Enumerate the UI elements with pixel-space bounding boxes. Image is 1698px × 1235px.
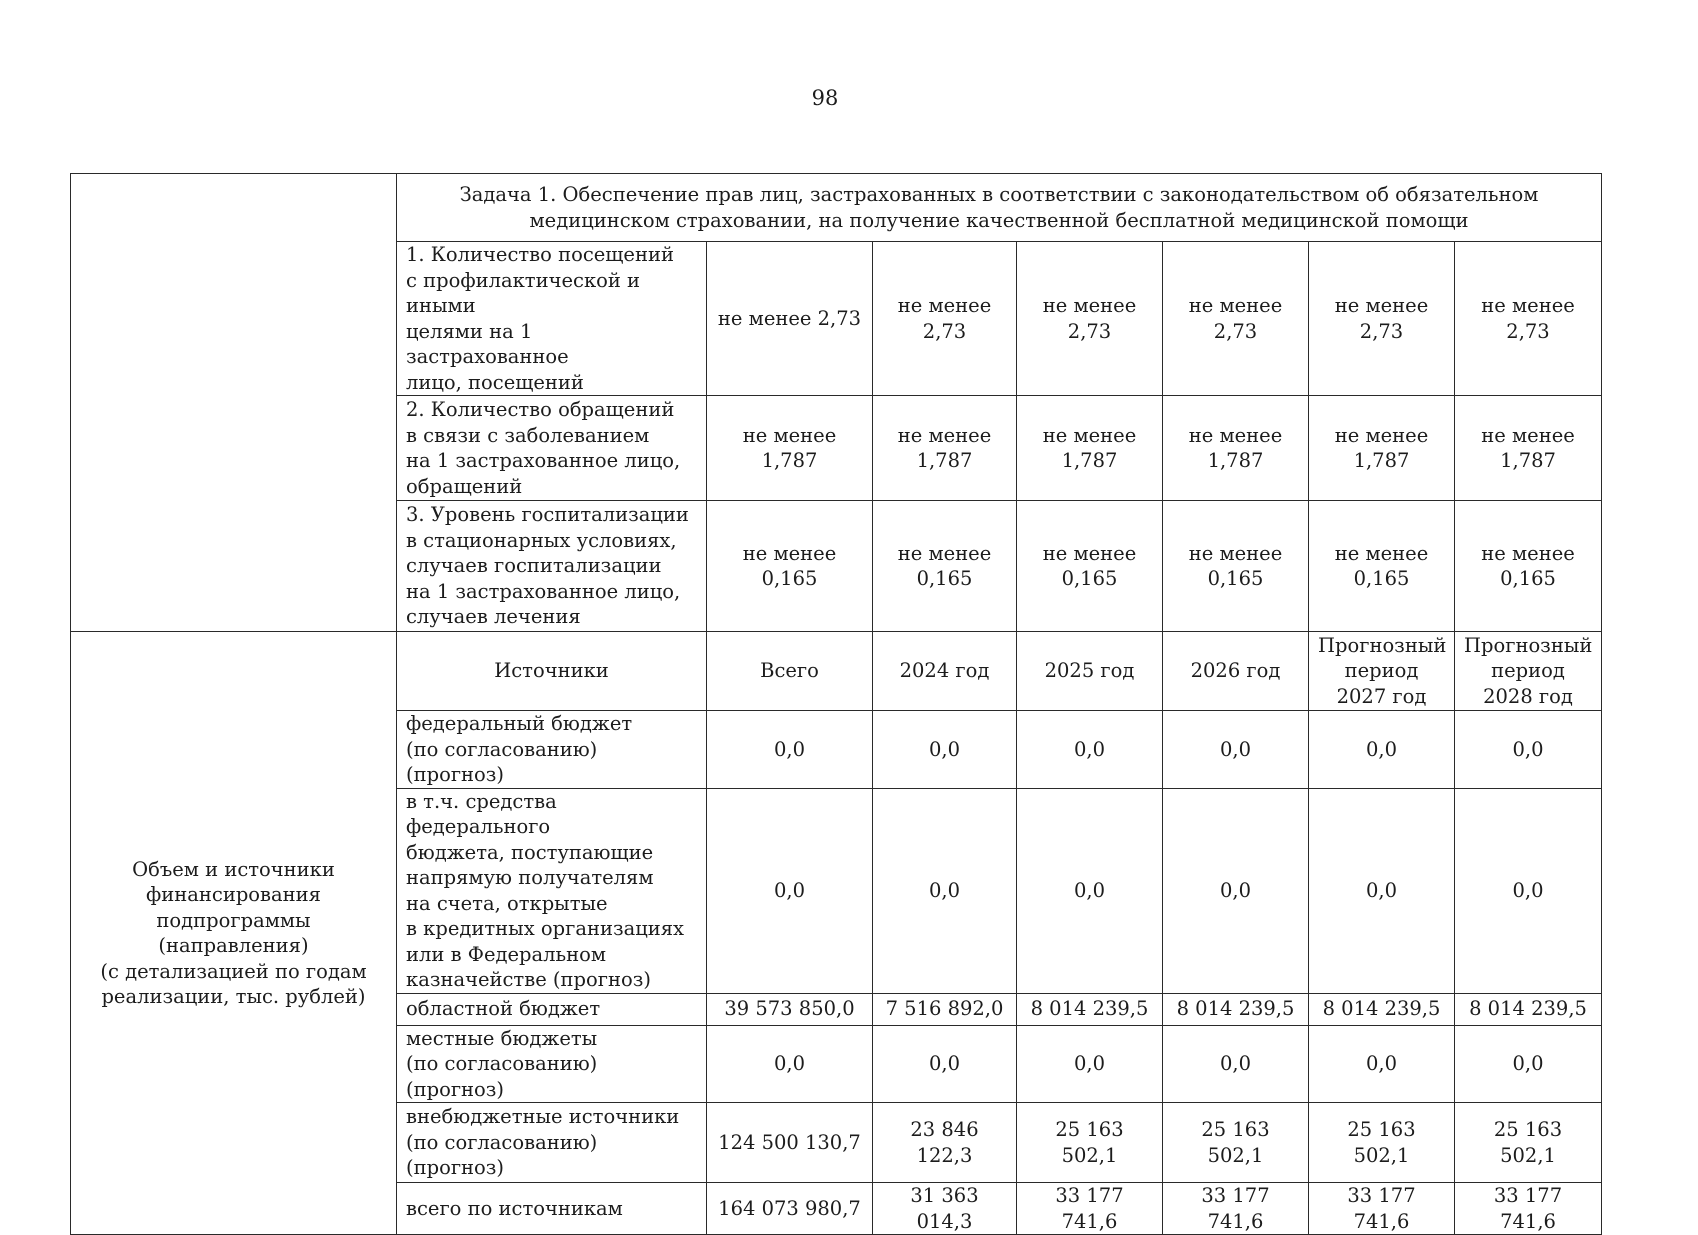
source-label: федеральный бюджет (по согласованию) (прогноз) bbox=[397, 711, 707, 789]
value-total: 0,0 bbox=[707, 1025, 873, 1103]
header-2028: Прогнозный период 2028 год bbox=[1455, 632, 1602, 711]
value-2028: 25 163 502,1 bbox=[1455, 1103, 1602, 1183]
indicator-year-value: не менее 0,165 bbox=[1163, 501, 1309, 632]
indicator-label: 3. Уровень госпитализации в стационарных условиях, случаев госпитализации на 1 застрахованное лицо, случаев лечения bbox=[397, 501, 707, 632]
value-2025: 33 177 741,6 bbox=[1017, 1183, 1163, 1235]
page-number: 98 bbox=[811, 86, 839, 110]
indicator-year-value: не менее 2,73 bbox=[1017, 242, 1163, 396]
source-label: в т.ч. средства федерального бюджета, поступающие напрямую получателям на счета, открытые в кредитных организациях или в Федеральном казначействе (прогноз) bbox=[397, 788, 707, 993]
value-total: 164 073 980,7 bbox=[707, 1183, 873, 1235]
value-2024: 31 363 014,3 bbox=[873, 1183, 1017, 1235]
value-2027: 0,0 bbox=[1309, 1025, 1455, 1103]
value-2025: 25 163 502,1 bbox=[1017, 1103, 1163, 1183]
value-total: 0,0 bbox=[707, 711, 873, 789]
source-label: внебюджетные источники (по согласованию) (прогноз) bbox=[397, 1103, 707, 1183]
indicator-total: не менее 2,73 bbox=[707, 242, 873, 396]
value-2028: 33 177 741,6 bbox=[1455, 1183, 1602, 1235]
indicator-total: не менее 0,165 bbox=[707, 501, 873, 632]
value-2027: 33 177 741,6 bbox=[1309, 1183, 1455, 1235]
value-total: 0,0 bbox=[707, 788, 873, 993]
value-2025: 0,0 bbox=[1017, 788, 1163, 993]
value-2026: 0,0 bbox=[1163, 788, 1309, 993]
value-2025: 8 014 239,5 bbox=[1017, 993, 1163, 1025]
indicator-label: 2. Количество обращений в связи с заболеванием на 1 застрахованное лицо, обращений bbox=[397, 396, 707, 501]
task-row bbox=[71, 174, 1602, 242]
indicator-year-value: не менее 1,787 bbox=[1455, 396, 1602, 501]
value-2024: 7 516 892,0 bbox=[873, 993, 1017, 1025]
indicator-year-value: не менее 1,787 bbox=[1017, 396, 1163, 501]
value-2024: 0,0 bbox=[873, 788, 1017, 993]
value-2028: 0,0 bbox=[1455, 788, 1602, 993]
indicator-year-value: не менее 1,787 bbox=[1309, 396, 1455, 501]
indicator-year-value: не менее 1,787 bbox=[873, 396, 1017, 501]
indicator-year-value: не менее 0,165 bbox=[1017, 501, 1163, 632]
indicator-label: 1. Количество посещений с профилактической и иными целями на 1 застрахованное лицо, посещений bbox=[397, 242, 707, 396]
indicator-year-value: не менее 1,787 bbox=[1163, 396, 1309, 501]
value-2026: 0,0 bbox=[1163, 1025, 1309, 1103]
task-title: Задача 1. Обеспечение прав лиц, застрахованных в соответствии с законодательством об обязательном медицинском страховании, на получение качественной бесплатной медицинской помощи bbox=[397, 174, 1602, 242]
value-2026: 33 177 741,6 bbox=[1163, 1183, 1309, 1235]
indicator-year-value: не менее 0,165 bbox=[1309, 501, 1455, 632]
header-2027: Прогнозный период 2027 год bbox=[1309, 632, 1455, 711]
value-2025: 0,0 bbox=[1017, 1025, 1163, 1103]
value-total: 124 500 130,7 bbox=[707, 1103, 873, 1183]
value-2028: 8 014 239,5 bbox=[1455, 993, 1602, 1025]
value-2024: 23 846 122,3 bbox=[873, 1103, 1017, 1183]
value-2027: 0,0 bbox=[1309, 711, 1455, 789]
value-2028: 0,0 bbox=[1455, 711, 1602, 789]
indicator-year-value: не менее 2,73 bbox=[1309, 242, 1455, 396]
header-total: Всего bbox=[707, 632, 873, 711]
empty-left-cell bbox=[71, 174, 397, 632]
financing-header-row bbox=[71, 632, 1602, 711]
indicator-year-value: не менее 0,165 bbox=[873, 501, 1017, 632]
passport-table bbox=[70, 173, 1602, 1235]
indicator-total: не менее 1,787 bbox=[707, 396, 873, 501]
header-2024: 2024 год bbox=[873, 632, 1017, 711]
financing-label: Объем и источники финансирования подпрограммы (направления) (с детализацией по годам реализации, тыс. рублей) bbox=[71, 632, 397, 1235]
value-2024: 0,0 bbox=[873, 1025, 1017, 1103]
indicator-year-value: не менее 2,73 bbox=[873, 242, 1017, 396]
value-2028: 0,0 bbox=[1455, 1025, 1602, 1103]
value-2027: 25 163 502,1 bbox=[1309, 1103, 1455, 1183]
header-2025: 2025 год bbox=[1017, 632, 1163, 711]
value-total: 39 573 850,0 bbox=[707, 993, 873, 1025]
indicator-year-value: не менее 2,73 bbox=[1163, 242, 1309, 396]
value-2026: 8 014 239,5 bbox=[1163, 993, 1309, 1025]
indicator-year-value: не менее 0,165 bbox=[1455, 501, 1602, 632]
source-label: всего по источникам bbox=[397, 1183, 707, 1235]
header-sources: Источники bbox=[397, 632, 707, 711]
value-2026: 25 163 502,1 bbox=[1163, 1103, 1309, 1183]
source-label: областной бюджет bbox=[397, 993, 707, 1025]
value-2025: 0,0 bbox=[1017, 711, 1163, 789]
value-2024: 0,0 bbox=[873, 711, 1017, 789]
header-2026: 2026 год bbox=[1163, 632, 1309, 711]
source-label: местные бюджеты (по согласованию) (прогноз) bbox=[397, 1025, 707, 1103]
value-2027: 8 014 239,5 bbox=[1309, 993, 1455, 1025]
value-2027: 0,0 bbox=[1309, 788, 1455, 993]
value-2026: 0,0 bbox=[1163, 711, 1309, 789]
indicator-year-value: не менее 2,73 bbox=[1455, 242, 1602, 396]
